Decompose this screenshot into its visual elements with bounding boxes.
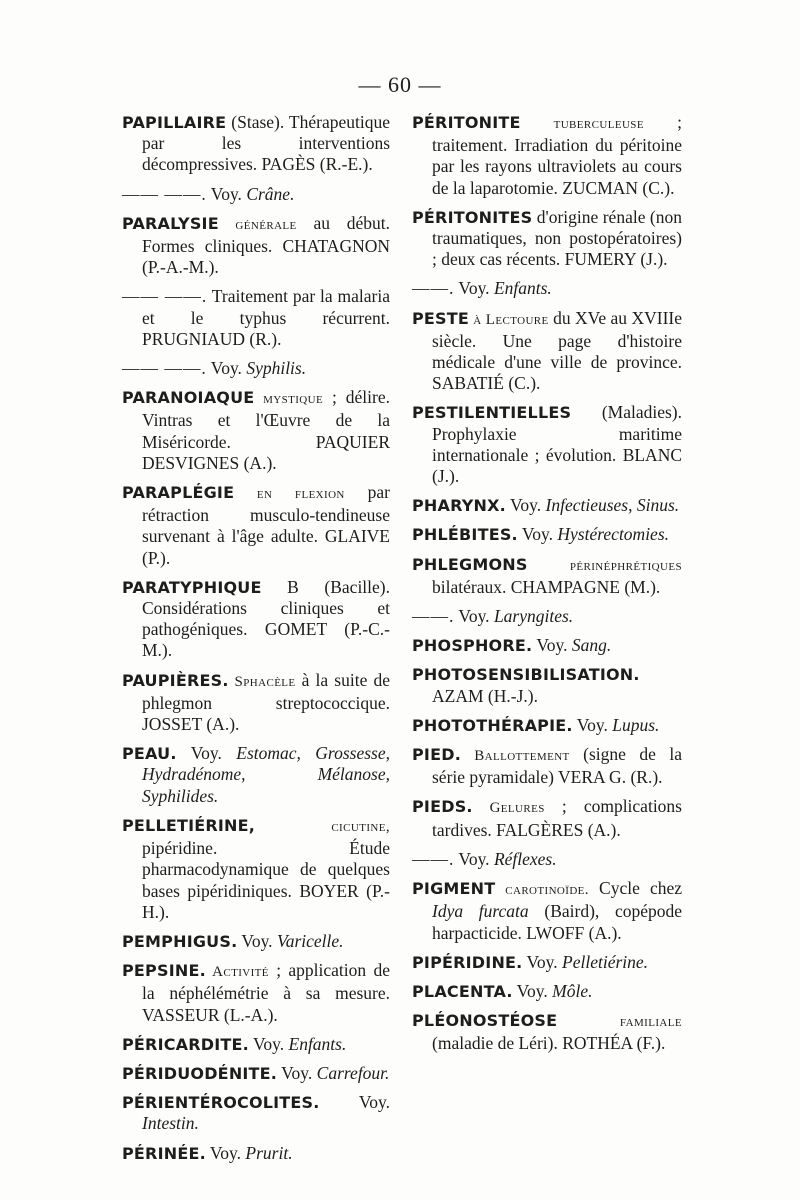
entry-text: Voy. [277, 1062, 317, 1083]
entry-headword: PÉRIENTÉROCOLITES. [122, 1093, 320, 1113]
entry-smallcaps: tuberculeuse [520, 116, 644, 132]
entry-headword: PIGMENT [412, 879, 496, 899]
entry-text: Voy. [505, 495, 546, 516]
entry-smallcaps: Sphacèle [228, 673, 296, 690]
entry-text: Voy. [205, 1142, 246, 1163]
index-entry [122, 286, 390, 350]
entry-smallcaps: carotinoïde. [495, 882, 589, 899]
entry-headword: PELLETIÉRINE, [122, 815, 256, 835]
entry-dash: —— ——. [122, 286, 208, 307]
index-entry [412, 278, 682, 299]
entry-smallcaps: générale [218, 216, 297, 233]
entry-italic: Enfants. [288, 1033, 347, 1054]
entry-text: Cycle chez [588, 878, 683, 899]
entry-text: Voy. [517, 524, 558, 545]
entry-text: à la suite de phlegmon streptococcique. JOSSET (A.). [142, 669, 390, 735]
entry-text: Voy. [248, 1033, 289, 1054]
index-entry [412, 744, 682, 788]
index-entry [412, 606, 682, 627]
entry-headword: PARATYPHIQUE [122, 577, 262, 597]
entry-headword: PHOTOTHÉRAPIE. [412, 715, 573, 735]
entry-text: (Baird), copépode harpacticide. LWOFF (A.). [432, 901, 683, 943]
entry-italic: Enfants. [493, 278, 552, 299]
entry-italic: Carrefour. [316, 1062, 390, 1083]
entry-headword: PHOSPHORE. [412, 636, 533, 656]
entry-italic: Laryngites. [493, 606, 574, 627]
index-entry [122, 960, 390, 1026]
entry-italic: Infectieuses, Sinus. [545, 495, 680, 516]
entry-italic: Môle. [552, 980, 593, 1001]
index-entry [122, 815, 390, 923]
entry-dash: ——. [412, 848, 455, 869]
index-entry [122, 1092, 390, 1134]
entry-headword: PARANOIAQUE [122, 388, 255, 408]
entry-text: (signe de la série pyramidale) VERA G. (R.). [432, 744, 682, 788]
entry-text: (maladie de Léri). ROTHÉA (F.). [432, 1033, 666, 1054]
entry-text: Voy. [237, 930, 277, 951]
entry-text: Voy. [454, 606, 494, 627]
entry-italic: Syphilis. [246, 358, 307, 379]
entry-headword: PEAU. [122, 744, 177, 764]
entry-headword: PESTILENTIELLES [412, 403, 572, 423]
index-entry [412, 715, 682, 736]
entry-smallcaps: mystique [254, 391, 324, 408]
entry-italic: Pelletiérine. [562, 951, 649, 972]
entry-headword: PLACENTA. [412, 981, 513, 1001]
index-entry [122, 184, 390, 205]
entry-headword: PÉRICARDITE. [122, 1034, 249, 1054]
index-entry [412, 952, 682, 973]
entry-italic: Idya furcata [432, 901, 529, 922]
entry-headword: PIEDS. [412, 797, 473, 817]
index-entry [412, 554, 682, 598]
entry-headword: PAPILLAIRE [122, 113, 227, 132]
entry-headword: PAUPIÈRES. [122, 670, 229, 690]
entry-headword: PHLÉBITES. [412, 525, 518, 545]
entry-smallcaps: familiale [557, 1014, 682, 1031]
entry-headword: PIPÉRIDINE. [412, 952, 523, 972]
entry-dash: —— ——. [122, 183, 207, 204]
entry-italic: Varicelle. [276, 930, 344, 951]
entry-headword: PHARYNX. [412, 496, 506, 516]
entry-headword: PÉRITONITE [412, 113, 521, 132]
entry-text: Voy. [206, 358, 247, 379]
entry-italic: Intestin. [142, 1113, 199, 1134]
entry-dash: ——. [412, 278, 455, 299]
index-entry [412, 664, 682, 706]
index-entry [122, 112, 390, 176]
entry-italic: Réflexes. [493, 848, 557, 869]
page-number: — 60 — [358, 72, 442, 97]
index-entry [122, 213, 390, 279]
entry-headword: PHLEGMONS [412, 554, 528, 574]
entry-italic: Sang. [571, 635, 612, 656]
entry-dash: —— ——. [122, 358, 207, 379]
entry-text: au début. Formes cliniques. CHATAGNON (P.-A.-M.). [142, 212, 390, 278]
index-entry [122, 1063, 390, 1084]
entry-dash: ——. [412, 606, 455, 627]
index-entry [122, 931, 390, 952]
left-column [122, 112, 390, 1172]
entry-headword: PHOTOSENSIBILISATION. [412, 665, 640, 685]
index-entry [412, 796, 682, 840]
entry-headword: PARAPLÉGIE [122, 483, 235, 503]
entry-text: par rétraction musculo-tendineuse survenant à l'âge adulte. GLAIVE (P.). [142, 482, 390, 568]
entry-text: d'origine rénale (non traumatiques, non postopératoires) ; deux cas récents. FUMERY (J.). [432, 206, 682, 270]
entry-smallcaps: en flexion [234, 486, 345, 503]
entry-text: (Maladies). Prophylaxie maritime internationale ; évolution. BLANC (J.). [432, 402, 682, 487]
entry-smallcaps: Gelures [472, 800, 545, 817]
entry-text: ; traitement. Irradiation du péritoine par les rayons ultraviolets au cours de la laparotomie. ZUCMAN (C.). [432, 112, 682, 198]
entry-text: Voy. [454, 848, 494, 869]
index-entry [412, 495, 682, 516]
entry-headword: PARALYSIE [122, 213, 219, 233]
right-column [412, 112, 682, 1063]
index-entry [412, 981, 682, 1002]
entry-smallcaps: cicutine, [255, 818, 390, 835]
entry-headword: PÉRIDUODÉNITE. [122, 1063, 278, 1083]
index-entry [412, 308, 682, 395]
index-entry [122, 482, 390, 569]
index-entry [122, 358, 390, 379]
entry-italic: Estomac, Grossesse, Hydradénome, Mélanose, Syphilides. [142, 743, 390, 806]
index-entry [122, 387, 390, 474]
entry-headword: PIED. [412, 745, 461, 765]
entry-headword: PLÉONOSTÉOSE [412, 1011, 558, 1031]
entry-italic: Prurit. [245, 1142, 293, 1163]
entry-text: Voy. [206, 183, 247, 204]
index-entry [122, 1143, 390, 1164]
index-entry [122, 577, 390, 662]
entry-smallcaps: Ballottement [460, 748, 570, 765]
index-entry [412, 849, 682, 870]
entry-text: Voy. [176, 743, 237, 764]
entry-text: (Stase). Thérapeutique par les interventions décompressives. PAGÈS (R.-E.). [142, 112, 390, 175]
index-entry [122, 670, 390, 736]
entry-smallcaps: Activité [205, 964, 269, 981]
entry-text: ; application de la néphélémétrie à sa mesure. VASSEUR (L.-A.). [142, 960, 390, 1025]
index-entry [412, 207, 682, 271]
entry-text: bilatéraux. CHAMPAGNE (M.). [432, 576, 661, 597]
entry-text: Voy. [522, 951, 563, 972]
index-entry [412, 524, 682, 545]
entry-text: Traitement par la malaria et le typhus récurrent. PRUGNIAUD (R.). [142, 286, 391, 349]
entry-text: Voy. [512, 980, 553, 1001]
index-entry [412, 635, 682, 656]
entry-text: pipéridine. Étude pharmacodynamique de quelques bases pipéridiniques. BOYER (P.-H.). [142, 838, 390, 922]
entry-italic: Crâne. [246, 183, 295, 204]
entry-text: B (Bacille). Considérations cliniques et pathogéniques. GOMET (P.-C.-M.). [142, 576, 390, 661]
entry-text: Voy. [572, 714, 613, 735]
entry-text: Voy. [532, 635, 572, 656]
entry-italic: Hystérectomies. [557, 524, 670, 545]
index-entry [412, 1010, 682, 1054]
entry-text: ; complications tardives. FALGÈRES (A.). [432, 796, 682, 840]
entry-text: du XVe au XVIIIe siècle. Une page d'histoire médicale d'une ville de province. SABATIÉ (C.). [432, 307, 682, 394]
index-entry [412, 112, 682, 199]
entry-text: Voy. [454, 278, 494, 299]
entry-text: AZAM (H.-J.). [432, 685, 538, 706]
entry-headword: PÉRINÉE. [122, 1143, 206, 1163]
index-entry [122, 743, 390, 807]
index-entry [412, 402, 682, 487]
entry-text: Voy. [319, 1092, 390, 1113]
entry-smallcaps: à Lectoure [469, 311, 549, 328]
index-entry [122, 1034, 390, 1055]
entry-headword: PESTE [412, 308, 470, 328]
entry-headword: PEMPHIGUS. [122, 931, 238, 951]
entry-headword: PÉRITONITES [412, 207, 533, 227]
entry-smallcaps: périnéphrétiques [527, 557, 682, 574]
index-entry [412, 878, 682, 944]
entry-headword: PEPSINE. [122, 961, 206, 981]
entry-text: ; délire. Vintras et l'Œuvre de la Miséricorde. PAQUIER DESVIGNES (A.). [142, 387, 391, 473]
entry-italic: Lupus. [612, 714, 660, 735]
